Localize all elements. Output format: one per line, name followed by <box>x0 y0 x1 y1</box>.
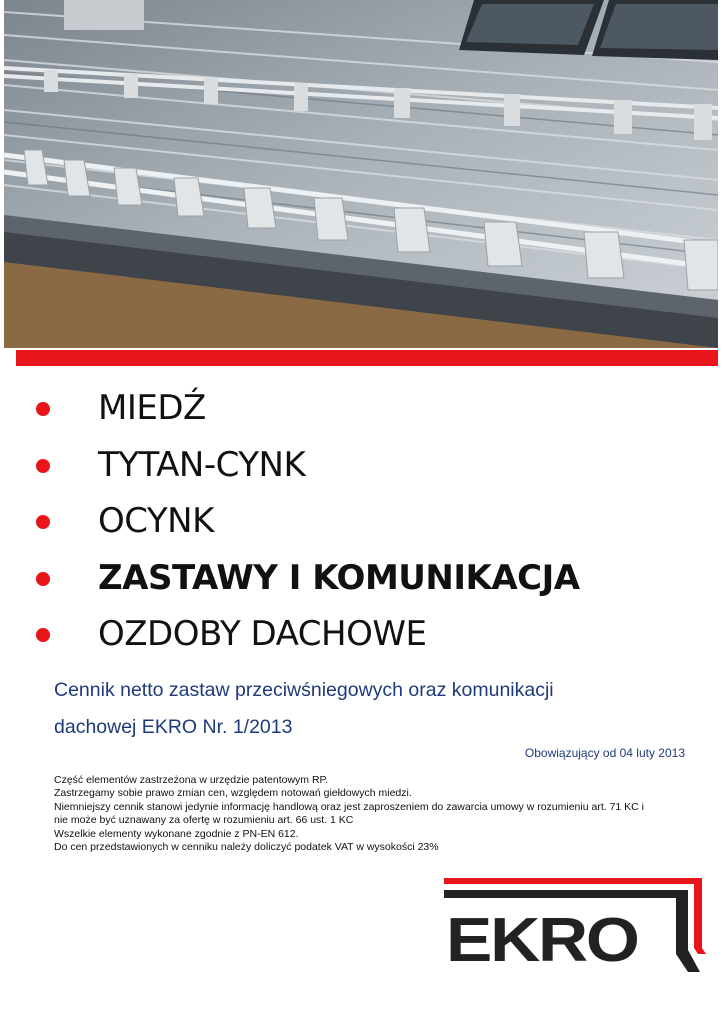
category-item-zastawy <box>30 550 710 607</box>
category-label: TYTAN-CYNK <box>98 444 306 485</box>
bullet-dot-icon <box>36 628 50 642</box>
ekro-logo <box>444 876 706 978</box>
bullet-dot-icon <box>36 402 50 416</box>
note-line: Wszelkie elementy wykonane zgodnie z PN-EN 612. <box>54 827 299 840</box>
bullet-dot-icon <box>36 459 50 473</box>
validity-date: Obowiązujący od 04 luty 2013 <box>524 746 685 760</box>
category-label: MIEDŹ <box>98 388 206 428</box>
category-item-miedz <box>30 380 710 437</box>
category-item-ozdoby <box>30 606 710 663</box>
price-list-title-line2: dachowej EKRO Nr. 1/2013 <box>54 716 293 738</box>
category-label: OZDOBY DACHOWE <box>98 614 427 654</box>
category-label: ZASTAWY I KOMUNIKACJA <box>98 557 580 598</box>
note-line: Do cen przedstawionych w cenniku należy doliczyć podatek VAT w wysokości 23% <box>54 841 439 854</box>
price-list-title <box>54 672 694 746</box>
product-category-list <box>30 380 710 663</box>
red-divider-bar <box>16 350 718 366</box>
note-line: nie może być uznawany za ofertę w rozumieniu art. 66 ust. 1 KC <box>54 814 354 827</box>
roof-photo <box>4 0 718 348</box>
note-line: Niemniejszy cennik stanowi jedynie informację handlową oraz jest zaproszeniem do zawarcia umowy w rozumieniu art. 71 KC i <box>54 800 645 813</box>
bullet-dot-icon <box>36 572 50 586</box>
note-line: Część elementów zastrzeżona w urzędzie patentowym RP. <box>54 774 329 786</box>
note-line: Zastrzegamy sobie prawo zmian cen, względem notowań giełdowych miedzi. <box>54 787 412 800</box>
price-list-title-line1: Cennik netto zastaw przeciwśniegowych oraz komunikacji <box>54 679 554 701</box>
category-item-ocynk <box>30 493 710 550</box>
category-item-tytan-cynk <box>30 437 710 494</box>
bullet-dot-icon <box>36 515 50 529</box>
category-label: OCYNK <box>98 501 214 541</box>
legal-notes <box>54 774 694 854</box>
logo-wordmark: EKRO <box>446 906 638 975</box>
